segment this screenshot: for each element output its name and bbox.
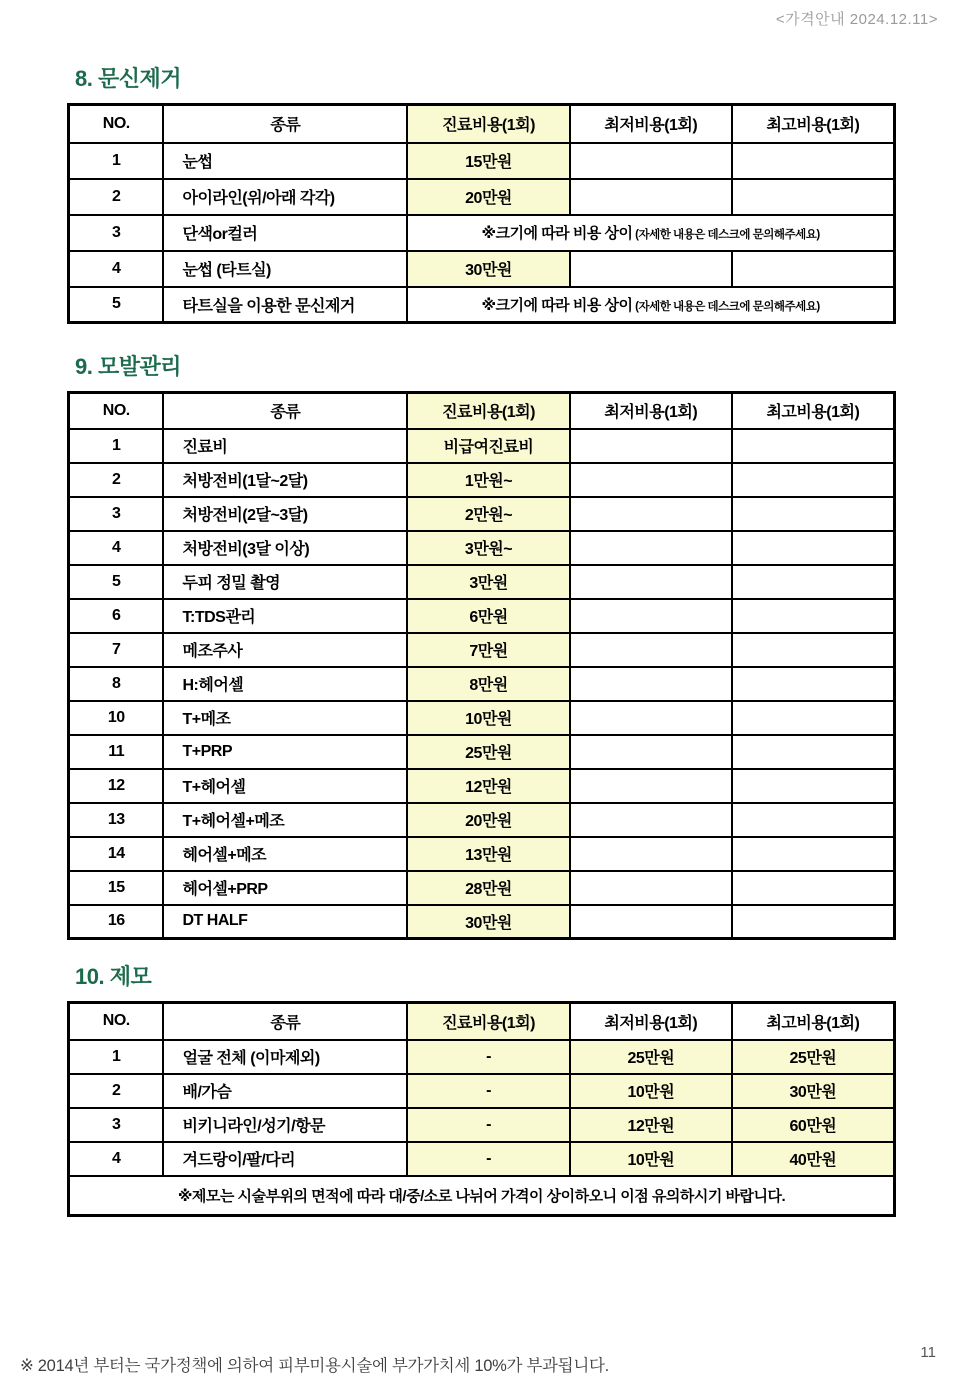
- treatment-name-cell: 처방전비(3달 이상): [163, 531, 407, 565]
- row-number-cell: 11: [69, 735, 164, 769]
- cost-varies-sub-text: (자세한 내용은 데스크에 문의해주세요): [632, 229, 820, 241]
- treatment-name-cell: 눈썹 (타트실): [163, 251, 407, 287]
- table-row: [69, 463, 895, 497]
- min-cost-cell: [570, 429, 732, 463]
- treatment-name-cell: 눈썹: [163, 143, 407, 179]
- row-number-cell: 1: [69, 1040, 164, 1074]
- table-footer-row: [69, 1176, 895, 1216]
- treatment-cost-cell: 6만원: [407, 599, 570, 633]
- col-header-type: 종류: [163, 1003, 407, 1040]
- max-cost-cell: [732, 463, 895, 497]
- table-row: [69, 565, 895, 599]
- col-header-type: 종류: [163, 393, 407, 429]
- max-cost-cell: [732, 837, 895, 871]
- treatment-name-cell: 겨드랑이/팔/다리: [163, 1142, 407, 1176]
- col-header-min: 최저비용(1회): [570, 105, 732, 143]
- treatment-name-cell: 두피 정밀 촬영: [163, 565, 407, 599]
- row-number-cell: 14: [69, 837, 164, 871]
- table-row: [69, 1074, 895, 1108]
- col-header-cost: 진료비용(1회): [407, 1003, 570, 1040]
- treatment-cost-cell: 비급여진료비: [407, 429, 570, 463]
- hair-removal-footer-note: ※제모는 시술부위의 면적에 따라 대/중/소로 나뉘어 가격이 상이하오니 이점 유의하시기 바랍니다.: [69, 1176, 895, 1216]
- table-row: [69, 1108, 895, 1142]
- treatment-cost-cell: 3만원~: [407, 531, 570, 565]
- min-cost-cell: [570, 803, 732, 837]
- min-cost-cell: 10만원: [570, 1074, 732, 1108]
- row-number-cell: 1: [69, 143, 164, 179]
- col-header-min: 최저비용(1회): [570, 393, 732, 429]
- min-cost-cell: [570, 599, 732, 633]
- section-title: 10. 제모: [75, 964, 152, 989]
- max-cost-cell: [732, 769, 895, 803]
- table-row: [69, 429, 895, 463]
- page-number: 11: [920, 1344, 936, 1361]
- vat-footnote: ※ 2014년 부터는 국가정책에 의하여 피부미용시술에 부가가치세 10%가 부과됩니다.: [20, 1357, 609, 1375]
- col-header-cost: 진료비용(1회): [407, 393, 570, 429]
- section-title: 9. 모발관리: [75, 354, 181, 379]
- row-number-cell: 13: [69, 803, 164, 837]
- max-cost-cell: [732, 565, 895, 599]
- treatment-cost-cell: 3만원: [407, 565, 570, 599]
- max-cost-cell: [732, 599, 895, 633]
- max-cost-cell: [732, 735, 895, 769]
- table-row: [69, 667, 895, 701]
- treatment-cost-cell: -: [407, 1108, 570, 1142]
- section-hair-care: [67, 350, 896, 940]
- min-cost-cell: [570, 463, 732, 497]
- cost-varies-sub-text: (자세한 내용은 데스크에 문의해주세요): [632, 300, 820, 313]
- treatment-cost-cell: 15만원: [407, 143, 570, 179]
- row-number-cell: 4: [69, 531, 164, 565]
- min-cost-cell: [570, 837, 732, 871]
- treatment-cost-cell: 20만원: [407, 179, 570, 215]
- col-header-max: 최고비용(1회): [732, 393, 895, 429]
- section-tattoo-removal: [67, 62, 896, 324]
- tattoo-removal-table: [67, 103, 896, 324]
- min-cost-cell: [570, 769, 732, 803]
- row-number-cell: 15: [69, 871, 164, 905]
- table-row: [69, 1142, 895, 1176]
- max-cost-cell: [732, 633, 895, 667]
- col-header-no: NO.: [69, 393, 164, 429]
- col-header-max: 최고비용(1회): [732, 1003, 895, 1040]
- row-number-cell: 6: [69, 599, 164, 633]
- max-cost-cell: 40만원: [732, 1142, 895, 1176]
- table-row: [69, 143, 895, 179]
- table-header-row: [69, 105, 895, 143]
- row-number-cell: 2: [69, 463, 164, 497]
- table-header-row: [69, 393, 895, 429]
- treatment-name-cell: 단색or컬러: [163, 215, 407, 251]
- treatment-name-cell: 타트실을 이용한 문신제거: [163, 287, 407, 323]
- table-row: [69, 179, 895, 215]
- treatment-cost-cell: 7만원: [407, 633, 570, 667]
- row-number-cell: 4: [69, 1142, 164, 1176]
- row-number-cell: 12: [69, 769, 164, 803]
- table-row: [69, 531, 895, 565]
- treatment-name-cell: 비키니라인/성기/항문: [163, 1108, 407, 1142]
- treatment-name-cell: 처방전비(2달~3달): [163, 497, 407, 531]
- hair-care-table: [67, 391, 896, 940]
- max-cost-cell: [732, 905, 895, 939]
- treatment-cost-cell: 10만원: [407, 701, 570, 735]
- col-header-no: NO.: [69, 1003, 164, 1040]
- treatment-cost-cell: -: [407, 1142, 570, 1176]
- treatment-cost-cell: -: [407, 1074, 570, 1108]
- max-cost-cell: [732, 429, 895, 463]
- table-row: [69, 599, 895, 633]
- table-row: [69, 215, 895, 251]
- table-row: [69, 871, 895, 905]
- table-row: [69, 1040, 895, 1074]
- treatment-cost-cell: 20만원: [407, 803, 570, 837]
- table-header-row: [69, 1003, 895, 1040]
- row-number-cell: 7: [69, 633, 164, 667]
- row-number-cell: 2: [69, 1074, 164, 1108]
- max-cost-cell: [732, 531, 895, 565]
- table-row: [69, 803, 895, 837]
- min-cost-cell: [570, 179, 732, 215]
- col-header-cost: 진료비용(1회): [407, 105, 570, 143]
- section-title: 8. 문신제거: [75, 66, 181, 91]
- price-guide-date: <가격안내 2024.12.11>: [775, 11, 938, 28]
- treatment-name-cell: 헤어셀+메조: [163, 837, 407, 871]
- treatment-cost-cell: 8만원: [407, 667, 570, 701]
- max-cost-cell: [732, 701, 895, 735]
- row-number-cell: 1: [69, 429, 164, 463]
- max-cost-cell: [732, 667, 895, 701]
- col-header-min: 최저비용(1회): [570, 1003, 732, 1040]
- treatment-cost-cell: 13만원: [407, 837, 570, 871]
- table-row: [69, 633, 895, 667]
- table-row: [69, 769, 895, 803]
- min-cost-cell: [570, 735, 732, 769]
- min-cost-cell: [570, 905, 732, 939]
- cost-varies-main-text: ※크기에 따라 비용 상이: [481, 225, 633, 242]
- max-cost-cell: [732, 803, 895, 837]
- treatment-name-cell: T+헤어셀+메조: [163, 803, 407, 837]
- max-cost-cell: 60만원: [732, 1108, 895, 1142]
- cost-varies-note-cell: [407, 215, 894, 251]
- treatment-name-cell: 아이라인(위/아래 각각): [163, 179, 407, 215]
- row-number-cell: 2: [69, 179, 164, 215]
- treatment-cost-cell: 25만원: [407, 735, 570, 769]
- table-row: [69, 287, 895, 323]
- treatment-cost-cell: 1만원~: [407, 463, 570, 497]
- min-cost-cell: [570, 531, 732, 565]
- table-row: [69, 701, 895, 735]
- table-row: [69, 837, 895, 871]
- row-number-cell: 16: [69, 905, 164, 939]
- max-cost-cell: [732, 143, 895, 179]
- treatment-name-cell: T+메조: [163, 701, 407, 735]
- max-cost-cell: [732, 497, 895, 531]
- row-number-cell: 5: [69, 287, 164, 323]
- min-cost-cell: [570, 633, 732, 667]
- min-cost-cell: 25만원: [570, 1040, 732, 1074]
- treatment-name-cell: T:TDS관리: [163, 599, 407, 633]
- cost-varies-note-cell: [407, 287, 894, 323]
- treatment-cost-cell: 2만원~: [407, 497, 570, 531]
- min-cost-cell: [570, 565, 732, 599]
- treatment-name-cell: 배/가슴: [163, 1074, 407, 1108]
- min-cost-cell: [570, 667, 732, 701]
- section-hair-removal: [67, 960, 896, 1217]
- max-cost-cell: 25만원: [732, 1040, 895, 1074]
- min-cost-cell: 12만원: [570, 1108, 732, 1142]
- min-cost-cell: [570, 143, 732, 179]
- min-cost-cell: [570, 871, 732, 905]
- treatment-name-cell: H:헤어셀: [163, 667, 407, 701]
- min-cost-cell: [570, 251, 732, 287]
- min-cost-cell: 10만원: [570, 1142, 732, 1176]
- max-cost-cell: [732, 179, 895, 215]
- row-number-cell: 8: [69, 667, 164, 701]
- table-row: [69, 497, 895, 531]
- col-header-no: NO.: [69, 105, 164, 143]
- treatment-name-cell: T+PRP: [163, 735, 407, 769]
- treatment-name-cell: 얼굴 전체 (이마제외): [163, 1040, 407, 1074]
- treatment-name-cell: 진료비: [163, 429, 407, 463]
- row-number-cell: 4: [69, 251, 164, 287]
- table-row: [69, 251, 895, 287]
- treatment-name-cell: 처방전비(1달~2달): [163, 463, 407, 497]
- col-header-type: 종류: [163, 105, 407, 143]
- row-number-cell: 3: [69, 1108, 164, 1142]
- min-cost-cell: [570, 701, 732, 735]
- treatment-cost-cell: -: [407, 1040, 570, 1074]
- col-header-max: 최고비용(1회): [732, 105, 895, 143]
- treatment-name-cell: 메조주사: [163, 633, 407, 667]
- treatment-cost-cell: 12만원: [407, 769, 570, 803]
- min-cost-cell: [570, 497, 732, 531]
- max-cost-cell: 30만원: [732, 1074, 895, 1108]
- hair-removal-table: [67, 1001, 896, 1217]
- treatment-name-cell: 헤어셀+PRP: [163, 871, 407, 905]
- treatment-cost-cell: 28만원: [407, 871, 570, 905]
- row-number-cell: 10: [69, 701, 164, 735]
- row-number-cell: 3: [69, 497, 164, 531]
- table-row: [69, 735, 895, 769]
- treatment-cost-cell: 30만원: [407, 905, 570, 939]
- treatment-name-cell: T+헤어셀: [163, 769, 407, 803]
- row-number-cell: 3: [69, 215, 164, 251]
- row-number-cell: 5: [69, 565, 164, 599]
- cost-varies-main-text: ※크기에 따라 비용 상이: [481, 296, 633, 314]
- table-row: [69, 905, 895, 939]
- max-cost-cell: [732, 251, 895, 287]
- treatment-name-cell: DT HALF: [163, 905, 407, 939]
- treatment-cost-cell: 30만원: [407, 251, 570, 287]
- max-cost-cell: [732, 871, 895, 905]
